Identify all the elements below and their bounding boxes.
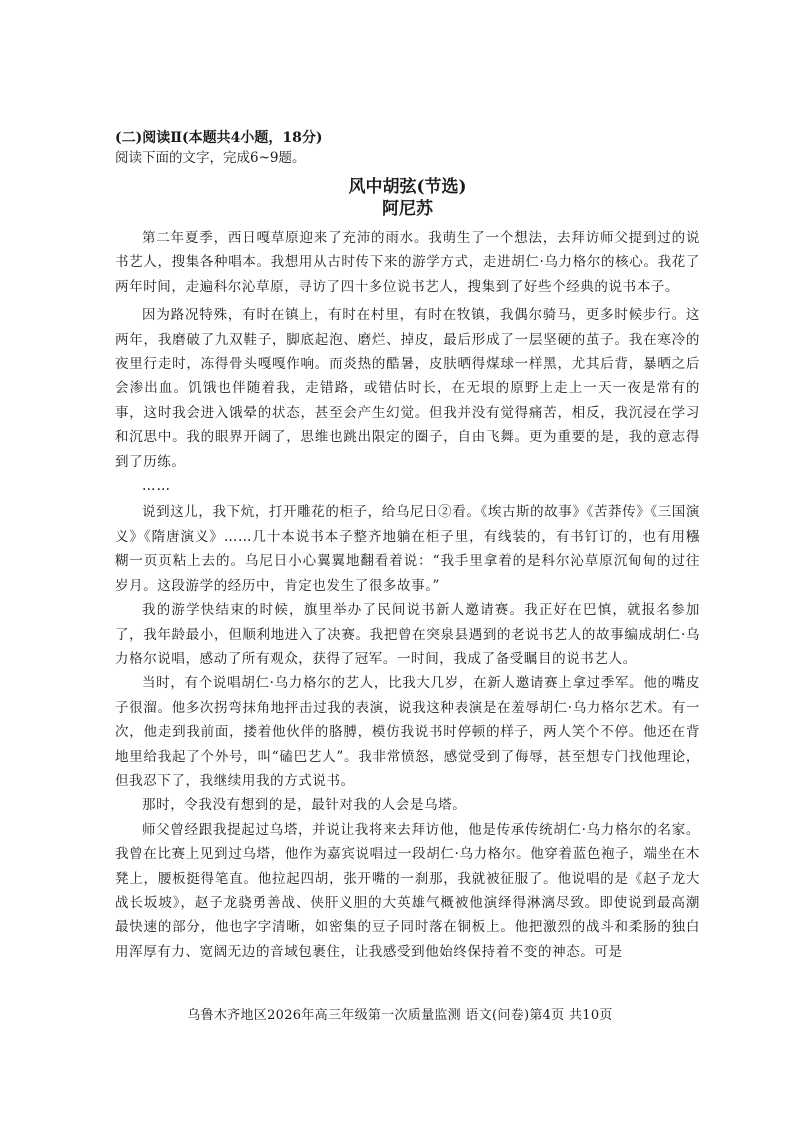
page-footer: 乌鲁木齐地区2026年高三年级第一次质量监测 语文(问卷)第4页 共10页 (187, 1008, 613, 1023)
paragraph: 那时，令我没有想到的是，最针对我的人会是乌塔。 (142, 797, 467, 814)
paragraph: 因为路况特殊，有时在镇上，有时在村里，有时在牧镇，我偶尔骑马，更多时候步行。这两年，我磨破了九双鞋子，脚底起泡、磨烂、掉皮，最后形成了一层坚硬的茧子。我在寒冷的夜里行走时，冻得骨头嘎嘎作响。而炎热的酷暑，皮肤晒得煤球一样黑，尤其后背，暴晒之后会渗出血。饥饿也伴随着我，走错路，或错估时长，在无垠的原野上走上一天一夜是常有的事，这时我会进入饿晕的状态，甚至会产生幻觉。但我并没有觉得痛苦，相反，我沉浸在学习和沉思中。我的眼界开阔了，思维也跳出限定的圈子，自由飞舞。更为重要的是，我的意志得到了历练。 (115, 307, 700, 470)
reading-instruction: 阅读下面的文字，完成6~9题。 (115, 150, 306, 166)
article-author: 阿尼苏 (382, 199, 433, 219)
paragraph: 第二年夏季，西日嘎草原迎来了充沛的雨水。我萌生了一个想法，去拜访师父提到过的说书艺人，搜集各种唱本。我想用从古时传下来的游学方式，走进胡仁·乌力格尔的核心。我花了两年时间，走遍科尔沁草原，寻访了四十多位说书艺人，搜集到了好些个经典的说书本子。 (115, 230, 700, 295)
omission-mark: …… (142, 478, 171, 495)
paragraph: 说到这儿，我下炕，打开雕花的柜子，给乌尼日②看。《埃古斯的故事》《苦莽传》《三国演义》《隋唐演义》……几十本说书本子整齐地躺在柜子里，有线装的，有书钉订的，也有用糨糊一页页粘上去的。乌尼日小心翼翼地翻看着说：“我手里拿着的是科尔沁草原沉甸甸的过往岁月。这段游学的经历中，肯定也发生了很多故事。” (115, 504, 700, 594)
paragraph: 我的游学快结束的时候，旗里举办了民间说书新人邀请赛。我正好在巴慎，就报名参加了，我年龄最小，但顺利地进入了决赛。我把曾在突泉县遇到的老说书艺人的故事编成胡仁·乌力格尔说唱，感动了所有观众，获得了冠军。一时间，我成了备受瞩目的说书艺人。 (115, 602, 700, 667)
paragraph: 师父曾经跟我提起过乌塔，并说让我将来去拜访他，他是传承传统胡仁·乌力格尔的名家。我曾在比赛上见到过乌塔，他作为嘉宾说唱过一段胡仁·乌力格尔。他穿着蓝色袍子，端坐在木凳上，腰板挺得笔直。他拉起四胡，张开嘴的一刹那，我就被征服了。他说唱的是《赵子龙大战长坂坡》，赵子龙骁勇善战、侠肝义胆的大英雄气概被他演绎得淋漓尽致。即使说到最高潮最快速的部分，他也字字清晰，如密集的豆子同时落在铜板上。他把激烈的战斗和柔肠的独白用浑厚有力、宽阔无边的音域包裹住，让我感受到他始终保持着不变的神态。可是 (115, 821, 700, 960)
section-heading: (二)阅读Ⅱ(本题共4小题，18分) (115, 130, 323, 146)
paragraph: 当时，有个说唱胡仁·乌力格尔的艺人，比我大几岁，在新人邀请赛上拿过季军。他的嘴皮子很溜。他多次拐弯抹角地抨击过我的表演，说我这种表演是在羞辱胡仁·乌力格尔艺术。有一次，他走到我前面，搂着他伙伴的胳膊，模仿我说书时停顿的样子，两人笑个不停。他还在背地里给我起了个外号，叫“磕巴艺人”。我非常愤怒，感觉受到了侮辱，甚至想专门找他理论，但我忍下了，我继续用我的方式说书。 (115, 675, 700, 789)
page-content (115, 128, 700, 964)
article-title: 风中胡弦(节选) (348, 177, 467, 197)
